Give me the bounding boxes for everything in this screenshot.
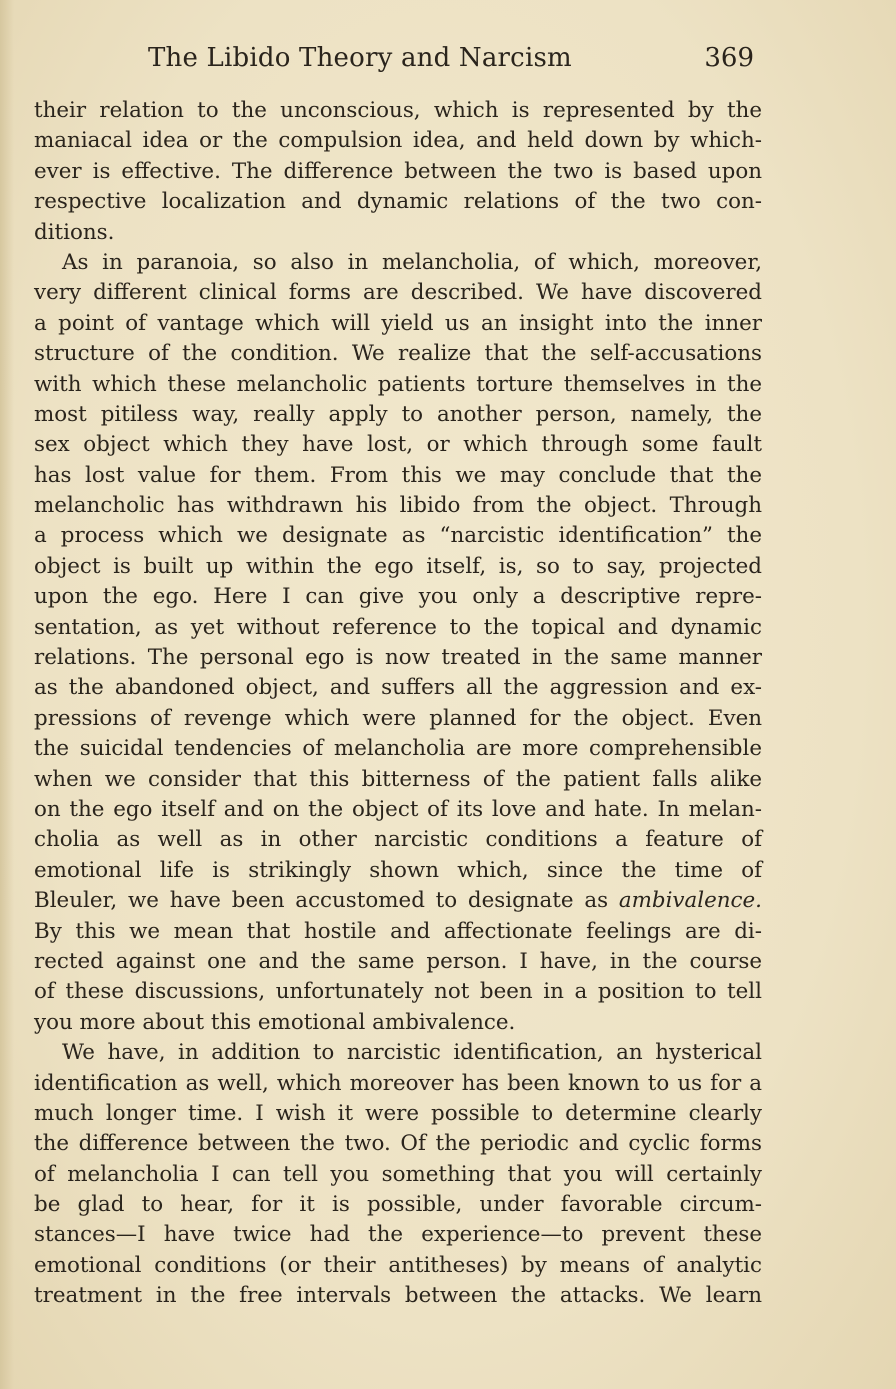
text-line: relations. The personal ego is now treated in the same manner: [34, 645, 762, 671]
text-line: ditions.: [34, 219, 115, 245]
running-head: [148, 38, 754, 78]
text-line: the difference between the two. Of the periodic and cyclic forms: [34, 1131, 762, 1157]
text-line: sex object which they have lost, or which through some fault: [34, 432, 762, 458]
text-line: By this we mean that hostile and affectionate feelings are di-: [34, 918, 762, 944]
emphasized-term: ambivalence.: [618, 888, 762, 914]
text-line: as the abandoned object, and suffers all the aggression and ex-: [34, 675, 762, 701]
text-line: sentation, as yet without reference to the topical and dynamic: [34, 614, 762, 640]
text-line: emotional conditions (or their antitheses) by means of analytic: [34, 1252, 762, 1278]
page-number: 369: [704, 43, 754, 73]
text-line: most pitiless way, really apply to another person, namely, the: [34, 401, 762, 427]
text-line: identification as well, which moreover has been known to us for a: [34, 1070, 762, 1096]
text-line: with which these melancholic patients torture themselves in the: [34, 371, 762, 397]
body-text: [34, 96, 762, 1312]
text-line-with-emphasis: [34, 886, 762, 916]
text-line: melancholic has withdrawn his libido from the object. Through: [34, 493, 762, 519]
text-line: maniacal idea or the compulsion idea, and held down by which-: [34, 128, 762, 154]
text-line: has lost value for them. From this we may conclude that the: [34, 462, 762, 488]
text-line: As in paranoia, so also in melancholia, of which, moreover,: [62, 249, 762, 275]
text-line: rected against one and the same person. I have, in the course: [34, 948, 762, 974]
text-line: a point of vantage which will yield us an insight into the inner: [34, 310, 762, 336]
text-run: Bleuler, we have been accustomed to designate as: [34, 888, 609, 914]
text-line: of melancholia I can tell you something that you will certainly: [34, 1161, 762, 1187]
text-line: on the ego itself and on the object of its love and hate. In melan-: [34, 796, 762, 822]
text-line: structure of the condition. We realize that the self-accusations: [34, 341, 762, 367]
text-line: ever is effective. The difference between the two is based upon: [34, 158, 762, 184]
text-line: respective localization and dynamic relations of the two con-: [34, 189, 762, 215]
text-line: be glad to hear, for it is possible, under favorable circum-: [34, 1192, 762, 1218]
text-line: emotional life is strikingly shown which, since the time of: [34, 857, 762, 883]
text-line: a process which we designate as “narcistic identification” the: [34, 523, 762, 549]
text-line: cholia as well as in other narcistic conditions a feature of: [34, 827, 762, 853]
text-line: upon the ego. Here I can give you only a descriptive repre-: [34, 584, 762, 610]
text-line: very different clinical forms are described. We have discovered: [34, 280, 762, 306]
text-line: when we consider that this bitterness of the patient falls alike: [34, 766, 762, 792]
text-line: pressions of revenge which were planned for the object. Even: [34, 705, 762, 731]
text-line: the suicidal tendencies of melancholia are more comprehensible: [34, 736, 762, 762]
text-line: We have, in addition to narcistic identification, an hysterical: [62, 1040, 762, 1066]
text-line: of these discussions, unfortunately not been in a position to tell: [34, 979, 762, 1005]
running-head-title: The Libido Theory and Narcism: [148, 43, 572, 73]
text-line: you more about this emotional ambivalence.: [34, 1009, 516, 1035]
text-line: object is built up within the ego itself, is, so to say, projected: [34, 553, 762, 579]
text-line: their relation to the unconscious, which is represented by the: [34, 98, 762, 123]
text-line: treatment in the free intervals between the attacks. We learn: [34, 1283, 762, 1309]
text-line: stances—I have twice had the experience—to prevent these: [34, 1222, 762, 1248]
text-line: much longer time. I wish it were possible to determine clearly: [34, 1100, 762, 1126]
